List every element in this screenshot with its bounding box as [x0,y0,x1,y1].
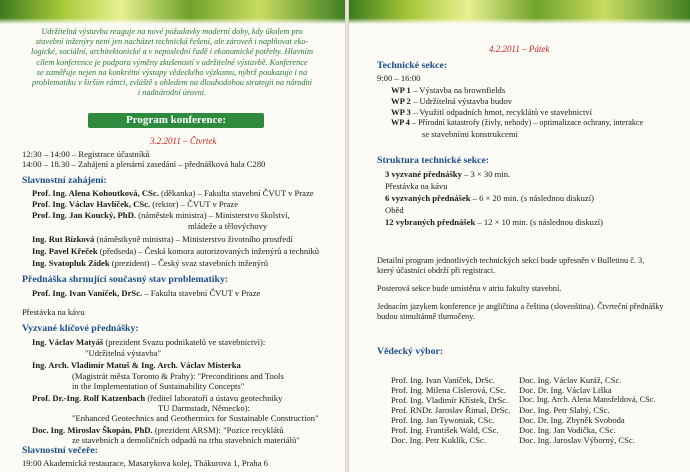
workshop-text: – Udržitelná výstavba budov [412,96,513,106]
talk-title: "Enhanced Geotechnics and Geothermics for Sustainable Construction" [72,413,319,423]
structure-bold: 12 vybraných přednášek [385,217,476,227]
workshop-code: WP 3 [391,107,411,117]
structure-title: Struktura technické sekce: [377,155,490,166]
workshop-code: WP 1 [391,85,411,95]
speaker-role: (ředitel laboratoří a ústavu geotechniky [147,393,283,403]
workshop-text: – Využití odpadních hmot, recyklátů ve stavebnictví [412,107,593,117]
workshop-row [391,96,512,106]
structure-rest: – 3 × 30 min. [461,169,511,179]
board-member: Doc. Ing. Petr Slabý, CSc. [519,405,610,415]
intro-line: Udržitelná výstavba reaguje na nové požadavky moderní doby, kdy úkolem pro [41,27,303,36]
speaker-name: Ing. Václav Matyáš [32,337,104,347]
board-title: Vědecký výbor: [377,346,444,357]
workshop-text: – Přírodní katastrofy (živly, nehody) – optimalizace ochrany, interakce [411,118,644,127]
speaker-role-cont: mládeže a tělovýchovy [188,221,268,231]
speaker-role: – Fakulta stavební ČVUT v Praze [144,288,261,298]
speaker-row [32,258,268,268]
speaker-name: Prof. Ing. Alena Kohoutková, CSc. [32,188,159,198]
tech-time: 9:00 – 16:00 [377,73,421,83]
speaker-row [32,234,293,244]
summary-title: Přednáška shrnující současný stav problematiky: [22,274,229,285]
board-member: Doc. Ing. Petr Kuklík, CSc. [391,435,487,445]
speaker-role: (náměstek ministra) – Ministerstvo školství, [138,210,290,220]
structure-row [385,217,603,227]
board-member: Prof. Ing. Vladimír Křístek, DrSc. [391,395,509,405]
info-line: který účastníci obdrží při registraci. [377,266,496,275]
talk-title: (Magistrát města Toronto & Prahy): "Preconditions and Tools [72,371,284,381]
info-line: Jednacím jazykem konference je angličtina a čeština (slovenština). Čtvrteční přednášky [377,302,664,311]
intro-line: logické, sociální, architektonické a v neposlední řadě i ekonomické potřeby. Hlavním [31,47,313,57]
speaker-row [32,210,290,220]
intro-line: se zaměřuje nejen na konkrétní výstupy vědeckého výzkumu, nýbrž poukazuje i na [36,67,308,77]
info-line: Detailní program jednotlivých technických sekcí bude upřesněn v Bulletinu č. 3, [377,256,645,265]
structure-rest: Přestávka na kávu [385,181,448,191]
schedule-row [22,149,150,159]
speaker-role: (rektor) – ČVUT v Praze [152,199,239,209]
board-member: Doc. Ing. Jan Vodička, CSc. [519,425,616,435]
green-banner-left [0,0,345,24]
speaker-role: (děkanka) – Fakulta stavební ČVUT v Praze [161,188,314,198]
speaker-name: Prof. Ing. Jan Koucký, PhD. [32,210,136,220]
structure-row [385,181,448,191]
structure-row [385,193,594,203]
coffee-break: Přestávka na kávu [22,307,85,317]
workshop-text-cont: se stavebními konstrukcemi [422,129,518,139]
board-member: Doc. Ing. Jaroslav Výborný, CSc. [519,435,635,445]
tech-title: Technické sekce: [377,60,448,71]
board-member: Prof. Ing. Ivan Vaníček, DrSc. [391,375,495,385]
board-member: Doc. Dr. Ing. Zbyněk Svoboda [519,415,625,425]
board-member: Doc. Dr. Ing. Václav Liška [519,385,612,395]
structure-row [385,169,510,179]
structure-bold: 6 vyzvaných přednášek [385,193,471,203]
schedule-time: 12:30 – 14:00 [22,149,70,159]
structure-rest: – 6 × 20 min. (s následnou diskuzí) [470,193,594,203]
board-member: Doc. Ing. Arch. Alena Mansfeldová, CSc. [519,395,656,404]
schedule-text: – Zahájení a plenární zasedání – přednášková hala C280 [71,159,266,169]
speaker-role: (předseda) – Česká komora autorizovaných inženýrů a techniků [99,246,320,256]
schedule-row [22,159,265,169]
right-page [349,0,690,472]
dinner-title: Slavnostní večeře: [22,445,98,456]
speaker-name: Ing. Svatopluk Zídek [32,258,110,268]
board-member: Prof. Ing. František Wald, CSc. [391,425,499,435]
structure-row [385,205,404,215]
speaker-role: (prezident Svazu podnikatelů ve stavebnictví): [105,337,266,347]
opening-title: Slavnostní zahájení: [22,175,107,186]
workshop-row [391,107,592,117]
board-member: Doc. Ing. Václav Kuráž, CSc. [519,375,622,385]
structure-bold: 3 vyzvané přednášky [385,169,462,179]
workshop-row [391,85,505,95]
speaker-row [32,199,238,209]
speaker-row [32,246,319,256]
speaker-name: Ing. Arch. Vladimír Matuš & Ing. Arch. Václav Misterka [32,360,241,370]
speaker-role: (náměstkyně ministra) – Ministerstvo životního prostředí [96,234,293,244]
day1-date: 3.2.2011 – Čtvrtek [150,136,217,146]
speaker-row [32,288,260,298]
speaker-name: Ing. Pavel Křeček [32,246,98,256]
info-line: budou simultánně tlumočeny. [377,312,475,321]
speaker-name: Prof. Dr.-Ing. Rolf Katzenbach [32,393,146,403]
talk-title: ze stavebních a demoličních odpadů na trhu stavebních materiálů" [72,435,300,445]
talk-title: in the Implementation of Sustainability Concepts" [72,381,245,391]
speaker-name: Doc. Ing. Miroslav Škopán, PhD. [32,425,153,435]
speaker-role: (prezident) – Český svaz stavebních inženýrů [111,258,269,268]
workshop-row [391,118,643,128]
green-banner-right [349,0,690,24]
intro-line: i nadnárodní úrovni. [137,88,207,98]
speaker-name: Ing. Rut Bízková [32,234,95,244]
talk-title: "Udržitelná výstavba" [85,348,161,358]
dinner-line: 19:00 Akademická restaurace, Masarykova kolej, Thákurova 1, Praha 6 [22,458,268,468]
speaker-row [32,337,265,347]
speaker-name: Prof. Ing. Ivan Vaníček, DrSc. [32,288,143,298]
intro-paragraph [8,27,336,98]
board-member: Prof. Ing. Jan Tywoniak, CSc. [391,415,495,425]
invited-title: Vyzvané klíčové přednášky: [22,323,139,334]
workshop-text: – Výstavba na brownfields [412,85,506,95]
speaker-row [32,425,284,435]
talk-title: TU Darmstadt, Německo): [158,403,250,413]
board-member: Prof. RNDr. Jaroslav Řimal, DrSc. [391,405,511,415]
program-heading-bar [88,113,264,128]
day2-date: 4.2.2011 – Pátek [489,44,550,54]
speaker-row [32,393,282,403]
structure-rest: – 12 × 10 min. (s následnou diskuzí) [475,217,604,227]
structure-rest: Oběd [385,205,404,215]
program-heading: Program konference: [125,114,227,126]
speaker-row [32,360,241,370]
speaker-row [32,188,314,198]
board-member: Prof. Ing. Milena Císlerová, CSc. [391,385,507,395]
schedule-time: 14:00 – 18.30 [22,159,70,169]
intro-line: problematiku v širším rámci, zvláště s ohledem na dlouhodobou strategii na národní [31,78,313,88]
speaker-name: Prof. Ing. Václav Havlíček, CSc. [32,199,151,209]
info-line: Posterová sekce bude umístěna v atriu fakulty stavební. [377,284,562,293]
intro-line: cílem konference je podpora výměny zkušeností v udržitelné výstavbě. Konference [36,57,308,67]
speaker-role: (prezident ARSM): "Pozice recyklátů [154,425,284,435]
workshop-code: WP 4 [391,118,410,127]
intro-line: stavební inženýry není jen nacházet technická řešení, ale zároveň i naplňovat eko- [35,37,309,47]
schedule-text: – Registrace účastníků [71,149,150,159]
workshop-code: WP 2 [391,96,411,106]
